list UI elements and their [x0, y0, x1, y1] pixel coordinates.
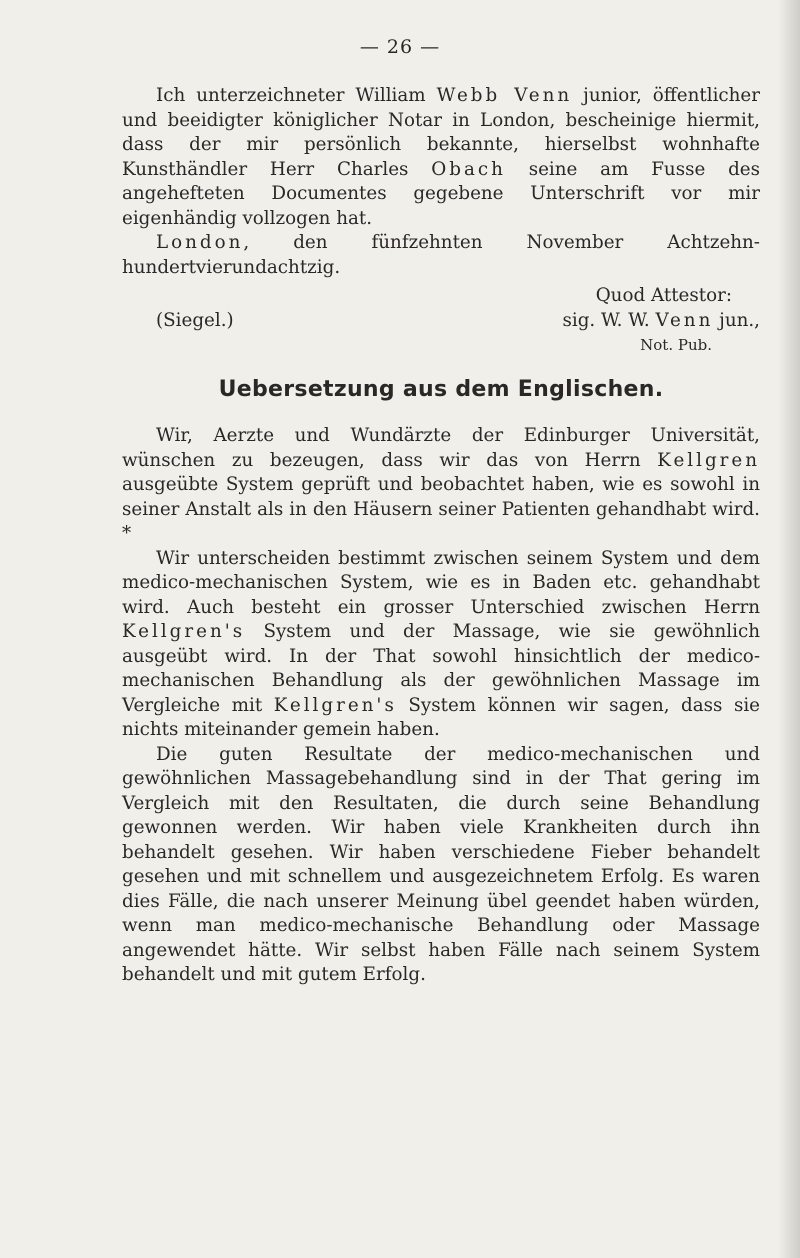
certificate-paragraph: Ich unterzeichneter William Webb Venn junior, öffentlicher und beeidigter königlicher Notar in London, bescheinige hiermit, dass der mir persönlich bekannte, hierselbst wohnhafte Kunsthändler Herr Charles Obach seine am Fusse des angehefteten Documentes gegebene Unterschrift vor mir eigenhändig vollzogen hat. [122, 85, 760, 229]
name-kellgrens: Kellgren's [122, 621, 246, 642]
translation-paragraph-3: Die guten Resultate der medico-mechanischen und gewöhnlichen Massagebehandlung sind in der That gering im Vergleich mit den Resultaten, die durch seine Behandlung gewonnen werden. Wir haben viele Krankheiten durch ihn behandelt gesehen. Wir haben verschiedene Fieber behandelt gesehen und mit schnellem und ausgezeichnetem Erfolg. Es waren dies Fälle, die nach unserer Meinung übel geendet haben würden, wenn man medico-mechanische Behandlung oder Massage angewendet hätte. Wir selbst haben Fälle nach seinem System behandelt und mit gutem Erfolg. [122, 743, 760, 985]
name-kellgrens-2: Kellgren's [273, 694, 397, 716]
translation-paragraph-2: Wir unterscheiden bestimmt zwischen seinem System und dem medico-mechanischen System, wie es in Baden etc. gehandhabt wird. Auch besteht ein grosser Unterschied zwischen Herrn Kellgren's System und der Massage, wie sie gewöhnlich ausgeübt wird. In der That sowohl hinsichtlich der medico-mechanischen Behandlung als der gewöhnlichen Massage im Vergleiche mit Kellgren's System können wir sagen, dass sie nichts miteinander gemein haben. [122, 547, 761, 740]
page-number: — 26 — [359, 36, 441, 58]
translation-heading: Uebersetzung aus dem Englischen. [218, 376, 664, 402]
notary-public-label: Not. Pub. [640, 336, 712, 354]
name-webb-venn: Webb Venn [436, 85, 573, 106]
name-kellgren: Kellgren [657, 449, 760, 471]
translation-paragraph-1: Wir, Aerzte und Wundärzte der Edinburger Universität, wünschen zu bezeugen, dass wir das von Herrn Kellgren ausgeübte System geprüft und beobachtet haben, wie es sowohl in seiner Anstalt als in den Häusern seiner Patienten gehandhabt wird. * [122, 425, 760, 544]
certificate-block [122, 84, 760, 988]
quod-attestor: Quod Attestor: [595, 285, 732, 306]
name-obach: Obach [431, 158, 506, 180]
city-london: London [156, 232, 244, 253]
date-paragraph: London, den fünfzehnten November Achtzehn-hundertvierundachtzig. [122, 232, 760, 278]
page-edge-shadow [778, 0, 800, 1258]
signature-row [122, 309, 760, 334]
signature: sig. W. W. Venn jun., [562, 309, 760, 331]
seal-label: (Siegel.) [156, 309, 234, 331]
